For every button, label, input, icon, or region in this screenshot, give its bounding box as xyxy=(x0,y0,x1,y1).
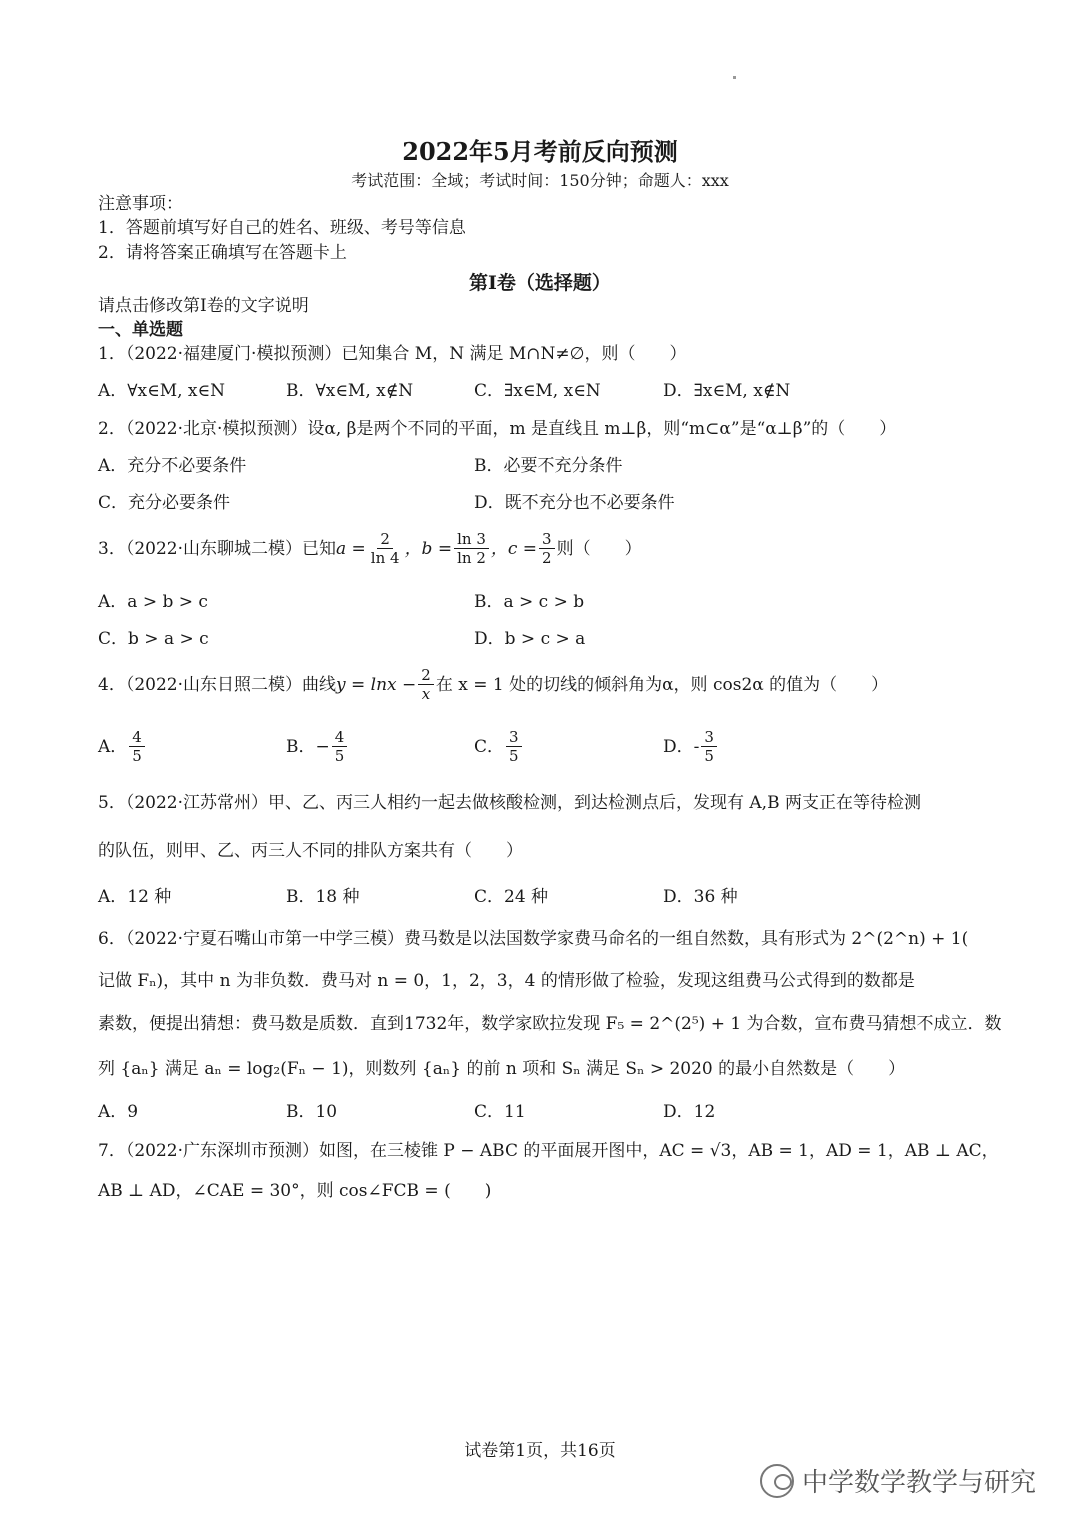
q3-c-lhs: ，c = xyxy=(490,538,538,559)
q4-option-d-den: 5 xyxy=(704,747,714,765)
q6-option-c: C．11 xyxy=(474,1102,526,1122)
q7-stem-line1: 7．（2022·广东深圳市预测）如图，在三棱锥 P − ABC 的平面展开图中，AC = √3，AB = 1，AD = 1，AB ⊥ AC， xyxy=(98,1141,999,1161)
q5-option-b: B．18 种 xyxy=(286,887,360,907)
q3-b-den: ln 2 xyxy=(457,549,486,567)
q3-a-lhs: a = xyxy=(335,538,366,559)
exam-info: 考试范围：全域；考试时间：150分钟；命题人：xxx xyxy=(351,171,729,190)
q7-stem-line2: AB ⊥ AD，∠CAE = 30°，则 cos∠FCB = ( ) xyxy=(98,1181,492,1201)
q4-option-d xyxy=(663,728,719,765)
q4-option-c-label: C． xyxy=(474,736,505,757)
q4-option-c-den: 5 xyxy=(509,747,519,765)
scan-dot xyxy=(733,76,736,79)
notice-item-2: 2．请将答案正确填写在答题卡上 xyxy=(98,243,347,263)
page-title: 2022年5月考前反向预测 xyxy=(402,137,678,166)
q4-option-a-num: 4 xyxy=(129,728,145,747)
q3-b-lhs: ，b = xyxy=(404,538,453,559)
page-footer: 试卷第1页，共16页 xyxy=(464,1441,616,1461)
watermark xyxy=(760,1462,1036,1499)
part-heading: 一、单选题 xyxy=(98,320,183,340)
q4-option-d-fraction xyxy=(701,728,717,765)
q4-option-c-fraction xyxy=(506,728,522,765)
q3-stem xyxy=(98,530,642,567)
q1-option-c: C．∃x∈M, x∈N xyxy=(474,381,601,401)
q4-suffix: 在 x = 1 处的切线的倾斜角为α，则 cos2α 的值为（ ） xyxy=(435,674,889,695)
q5-stem-line1: 5．（2022·江苏常州）甲、乙、丙三人相约一起去做核酸检测，到达检测点后，发现有 A,B 两支正在等待检测 xyxy=(98,793,921,813)
q3-prefix: 3．（2022·山东聊城二模）已知 xyxy=(98,538,336,559)
q5-option-a: A．12 种 xyxy=(98,887,172,907)
section-note: 请点击修改第I卷的文字说明 xyxy=(98,296,309,316)
q4-curve-num: 2 xyxy=(418,666,434,685)
q3-a-num: 2 xyxy=(377,530,393,549)
q4-option-a xyxy=(98,728,147,765)
q4-curve: y = lnx − xyxy=(335,674,417,695)
q5-option-c: C．24 种 xyxy=(474,887,549,907)
q4-option-d-num: 3 xyxy=(701,728,717,747)
q3-b-fraction xyxy=(454,530,489,567)
q6-option-a: A．9 xyxy=(98,1102,139,1122)
q4-prefix: 4．（2022·山东日照二模）曲线 xyxy=(98,674,336,695)
q4-option-a-den: 5 xyxy=(132,747,142,765)
q1-option-a: A．∀x∈M, x∈N xyxy=(98,381,225,401)
q4-option-a-fraction xyxy=(129,728,145,765)
q3-option-b: B．a > c > b xyxy=(474,592,585,612)
q2-option-c: C．充分必要条件 xyxy=(98,493,231,513)
q4-option-b-sign: − xyxy=(315,736,330,757)
q4-curve-den: x xyxy=(421,685,431,703)
q3-option-c: C．b > a > c xyxy=(98,629,209,649)
q6-option-d: D．12 xyxy=(663,1102,716,1122)
q5-option-d: D．36 种 xyxy=(663,887,738,907)
section-title: 第I卷（选择题） xyxy=(469,272,611,294)
q2-option-a: A．充分不必要条件 xyxy=(98,456,247,476)
q4-option-b-den: 5 xyxy=(334,747,345,765)
q4-stem xyxy=(98,666,888,703)
q4-option-b-label: B． xyxy=(286,736,316,757)
q6-stem-line4: 列 {aₙ} 满足 aₙ = log₂(Fₙ − 1)，则数列 {aₙ} 的前 n 项和 Sₙ 满足 Sₙ > 2020 的最小自然数是（ ） xyxy=(98,1059,906,1079)
q3-c-fraction xyxy=(539,530,555,567)
q6-stem-line3: 素数，便提出猜想：费马数是质数．直到1732年，数学家欧拉发现 F₅ = 2^(2⁵) + 1 为合数，宣布费马猜想不成立．数 xyxy=(98,1014,1002,1034)
q4-curve-fraction xyxy=(418,666,434,703)
q4-option-d-sign: - xyxy=(693,736,700,757)
q4-option-b xyxy=(286,728,349,765)
q4-option-c-num: 3 xyxy=(506,728,522,747)
q3-b-num: ln 3 xyxy=(454,530,489,549)
q3-c-num: 3 xyxy=(539,530,555,549)
q1-option-d: D．∃x∈M, x∉N xyxy=(663,381,791,401)
watermark-text: 中学数学教学与研究 xyxy=(802,1468,1037,1498)
q2-option-b: B．必要不充分条件 xyxy=(474,456,623,476)
q5-stem-line2: 的队伍，则甲、乙、丙三人不同的排队方案共有（ ） xyxy=(98,841,523,861)
q3-a-den: ln 4 xyxy=(370,549,400,567)
q1-option-b: B．∀x∈M, x∉N xyxy=(286,381,414,401)
q6-stem-line2: 记做 Fₙ)，其中 n 为非负数．费马对 n = 0，1，2，3，4 的情形做了检验，发现这组费马公式得到的数都是 xyxy=(98,971,915,991)
q3-suffix: 则（ ） xyxy=(556,538,642,559)
q2-option-d: D．既不充分也不必要条件 xyxy=(474,493,675,513)
q3-c-den: 2 xyxy=(542,549,552,567)
wechat-icon xyxy=(760,1464,794,1498)
notice-heading: 注意事项： xyxy=(98,194,183,214)
q3-option-d: D．b > c > a xyxy=(474,629,586,649)
q2-stem: 2．（2022·北京·模拟预测）设α, β是两个不同的平面，m 是直线且 m⊥β，则“m⊂α”是“α⊥β”的（ ） xyxy=(98,419,897,439)
q4-option-b-fraction xyxy=(332,728,348,765)
q3-option-a: A．a > b > c xyxy=(98,592,208,612)
notice-item-1: 1．答题前填写好自己的姓名、班级、考号等信息 xyxy=(98,218,466,238)
q6-stem-line1: 6．（2022·宁夏石嘴山市第一中学三模）费马数是以法国数学家费马命名的一组自然数，具有形式为 2^(2^n) + 1( xyxy=(98,929,969,949)
q4-option-c xyxy=(474,728,524,765)
q3-a-fraction xyxy=(368,530,403,567)
q4-option-b-num: 4 xyxy=(332,728,348,747)
q1-stem: 1．（2022·福建厦门·模拟预测）已知集合 M，N 满足 M∩N≠∅，则（ ） xyxy=(98,344,687,364)
q4-option-a-label: A． xyxy=(98,736,128,757)
q6-option-b: B．10 xyxy=(286,1102,338,1122)
q4-option-d-label: D． xyxy=(663,736,694,757)
